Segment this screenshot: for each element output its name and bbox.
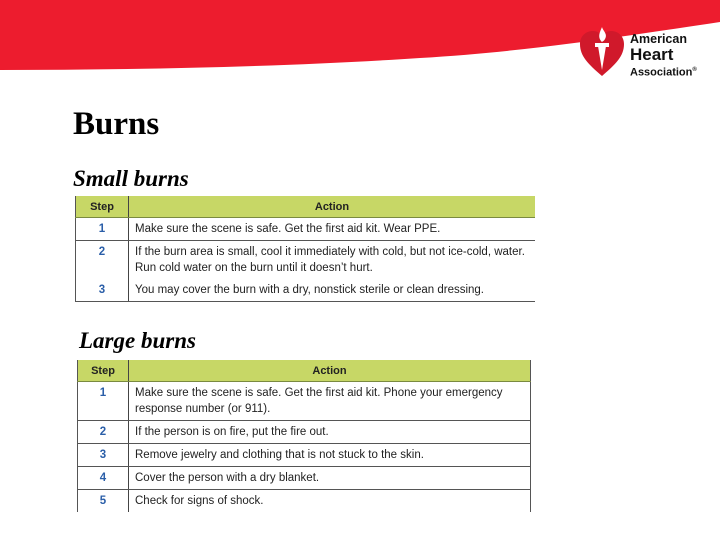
page-title: Burns [73,106,160,142]
heart-torch-icon [578,24,626,80]
table-header-row [76,196,536,218]
small-burns-table [75,196,535,302]
table-row [76,279,536,302]
step-number: 4 [78,467,129,490]
step-action: Make sure the scene is safe. Get the first aid kit. Wear PPE. [129,218,536,241]
table-row [78,421,531,444]
step-action: Make sure the scene is safe. Get the first aid kit. Phone your emergency response number (or 911). [129,382,531,421]
step-action: You may cover the burn with a dry, nonstick sterile or clean dressing. [129,279,536,302]
table-row [78,382,531,421]
table-header-row [78,360,531,382]
table-row [78,444,531,467]
logo-line3 [630,63,697,80]
step-action: If the person is on fire, put the fire out. [129,421,531,444]
small-burns-heading: Small burns [73,166,189,191]
logo-line3-text: Association [630,66,693,79]
step-number: 3 [76,279,129,302]
large-burns-heading: Large burns [79,328,196,353]
logo-wordmark [630,32,697,80]
step-number: 2 [78,421,129,444]
step-action: If the burn area is small, cool it immediately with cold, but not ice-cold, water. Run cold water on the burn until it doesn’t hurt. [135,246,525,274]
action-column-header: Action [129,196,536,218]
step-number: 3 [78,444,129,467]
registered-mark: ® [692,67,697,73]
table-row [76,218,536,241]
step-number: 1 [76,218,129,241]
logo-line1: American [630,32,687,46]
table-row [78,467,531,490]
step-action: Cover the person with a dry blanket. [129,467,531,490]
step-column-header: Step [78,360,129,382]
step-action: Check for signs of shock. [135,495,264,507]
action-column-header: Action [129,360,531,382]
step-number: 2 [76,241,129,280]
logo-line2: Heart [630,45,674,64]
step-action: Remove jewelry and clothing that is not stuck to the skin. [129,444,531,467]
step-column-header: Step [76,196,129,218]
table-row [76,241,536,280]
aha-logo[interactable] [578,24,718,84]
table-row [78,490,531,513]
large-burns-table [77,360,531,512]
step-number: 1 [78,382,129,421]
step-number: 5 [78,490,129,513]
